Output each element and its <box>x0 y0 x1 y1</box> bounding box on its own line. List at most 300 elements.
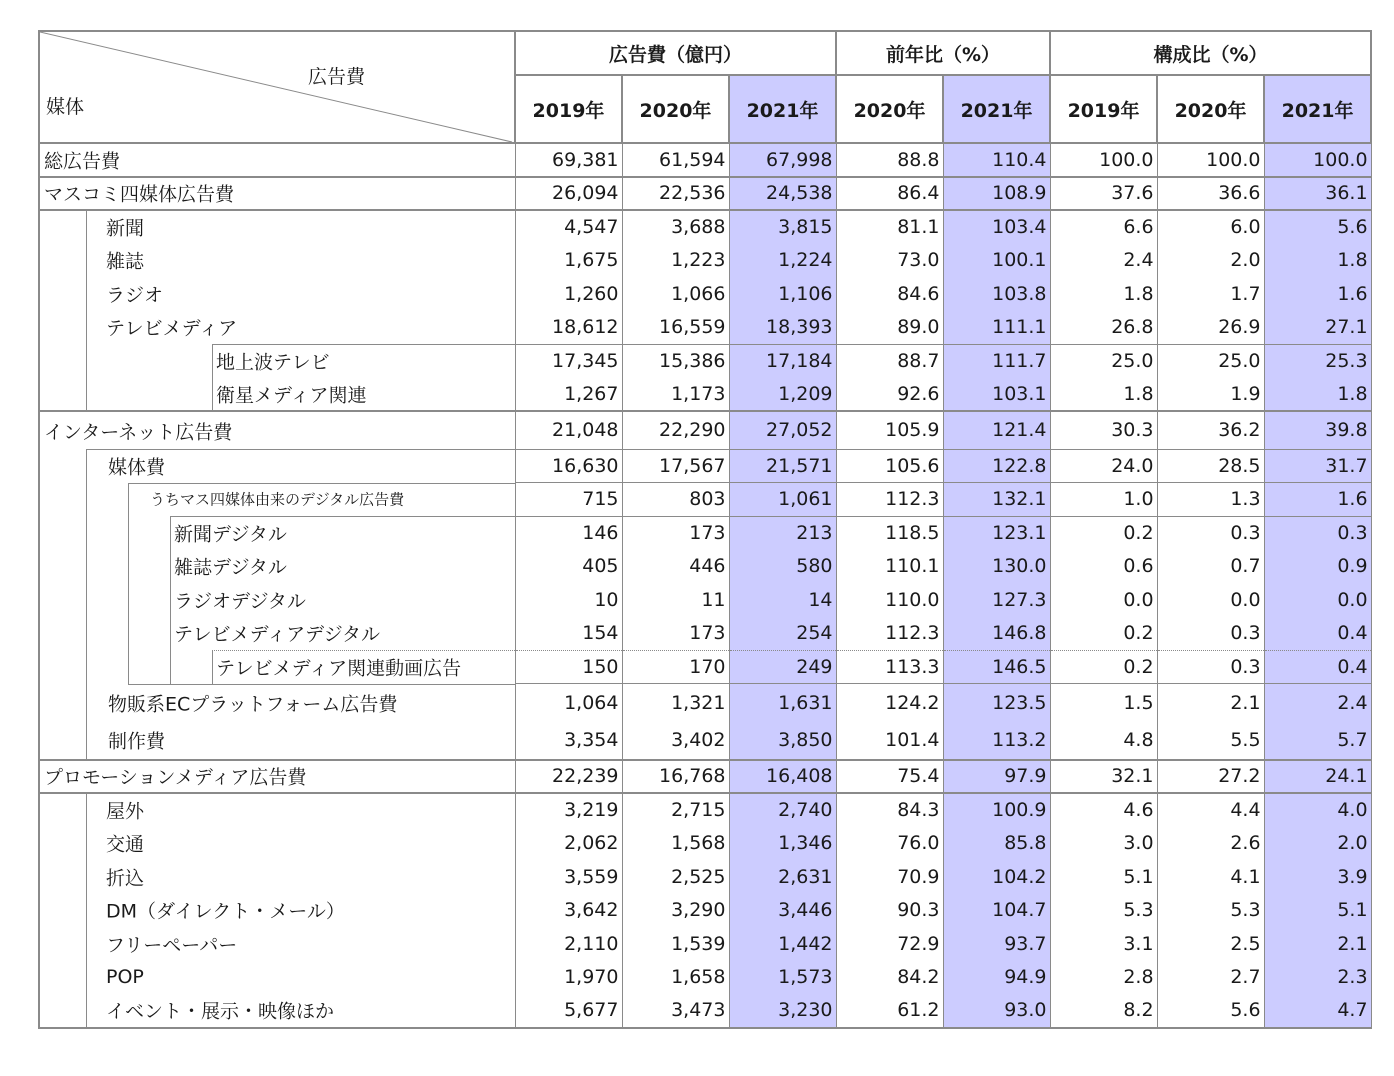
row-label: 媒体費 <box>108 456 166 479</box>
value-cell: 84.2 <box>836 961 943 995</box>
value-cell: 254 <box>729 617 836 651</box>
tree-line <box>86 927 87 961</box>
value-cell: 70.9 <box>836 860 943 894</box>
year-header: 2019年 <box>515 75 622 143</box>
value-cell: 146.8 <box>943 617 1050 651</box>
tree-line <box>128 583 129 617</box>
row-label-cell <box>39 961 515 995</box>
value-cell: 1.0 <box>1050 483 1157 517</box>
value-cell: 93.7 <box>943 927 1050 961</box>
row-label: テレビメディア関連動画広告 <box>216 657 462 680</box>
row-label-cell <box>39 760 515 794</box>
value-cell: 2,631 <box>729 860 836 894</box>
tree-line <box>170 550 171 584</box>
value-cell: 30.3 <box>1050 411 1157 449</box>
value-cell: 2.7 <box>1157 961 1264 995</box>
tree-line <box>86 516 87 550</box>
value-cell: 3,446 <box>729 894 836 928</box>
row-label-cell <box>39 722 515 760</box>
table-row <box>39 550 1371 584</box>
value-cell: 1,658 <box>622 961 729 995</box>
value-cell: 154 <box>515 617 622 651</box>
value-cell: 1,970 <box>515 961 622 995</box>
value-cell: 113.3 <box>836 650 943 684</box>
tree-line <box>86 244 87 278</box>
value-cell: 2.0 <box>1264 827 1371 861</box>
value-cell: 0.9 <box>1264 550 1371 584</box>
row-label: フリーペーパー <box>106 934 238 957</box>
value-cell: 84.6 <box>836 277 943 311</box>
value-cell: 112.3 <box>836 617 943 651</box>
value-cell: 6.6 <box>1050 210 1157 244</box>
value-cell: 15,386 <box>622 344 729 378</box>
value-cell: 213 <box>729 516 836 550</box>
value-cell: 2.1 <box>1264 927 1371 961</box>
value-cell: 5.6 <box>1264 210 1371 244</box>
value-cell: 28.5 <box>1157 449 1264 483</box>
tree-line <box>86 860 87 894</box>
value-cell: 111.1 <box>943 311 1050 345</box>
value-cell: 1,064 <box>515 684 622 722</box>
value-cell: 173 <box>622 516 729 550</box>
row-label-cell <box>39 378 515 412</box>
value-cell: 100.0 <box>1264 143 1371 177</box>
table-body <box>39 143 1371 1028</box>
table-row <box>39 177 1371 211</box>
row-label: 新聞デジタル <box>174 523 287 546</box>
table-row <box>39 311 1371 345</box>
row-separator <box>128 483 515 484</box>
table-row <box>39 411 1371 449</box>
row-label: 地上波テレビ <box>216 351 330 374</box>
value-cell: 0.0 <box>1157 583 1264 617</box>
value-cell: 2,715 <box>622 793 729 827</box>
tree-line <box>128 550 129 584</box>
tree-line <box>212 344 213 378</box>
value-cell: 16,408 <box>729 760 836 794</box>
value-cell: 1,346 <box>729 827 836 861</box>
value-cell: 90.3 <box>836 894 943 928</box>
value-cell: 37.6 <box>1050 177 1157 211</box>
value-cell: 121.4 <box>943 411 1050 449</box>
tree-line <box>86 684 87 722</box>
row-label: 物販系ECプラットフォーム広告費 <box>108 693 398 715</box>
value-cell: 0.4 <box>1264 650 1371 684</box>
value-cell: 132.1 <box>943 483 1050 517</box>
value-cell: 803 <box>622 483 729 517</box>
value-cell: 32.1 <box>1050 760 1157 794</box>
value-cell: 22,536 <box>622 177 729 211</box>
value-cell: 84.3 <box>836 793 943 827</box>
value-cell: 31.7 <box>1264 449 1371 483</box>
row-label: DM（ダイレクト・メール） <box>106 900 345 923</box>
value-cell: 1.6 <box>1264 277 1371 311</box>
row-label-cell <box>39 244 515 278</box>
value-cell: 73.0 <box>836 244 943 278</box>
row-label: 屋外 <box>106 800 145 823</box>
year-header: 2019年 <box>1050 75 1157 143</box>
value-cell: 97.9 <box>943 760 1050 794</box>
value-cell: 118.5 <box>836 516 943 550</box>
data-table <box>38 30 1372 1029</box>
value-cell: 3,402 <box>622 722 729 760</box>
corner-ad-label: 広告費 <box>308 66 366 88</box>
value-cell: 93.0 <box>943 994 1050 1028</box>
value-cell: 122.8 <box>943 449 1050 483</box>
value-cell: 2.4 <box>1050 244 1157 278</box>
tree-line <box>170 617 171 651</box>
row-separator <box>170 516 515 517</box>
value-cell: 2.0 <box>1157 244 1264 278</box>
value-cell: 27.2 <box>1157 760 1264 794</box>
tree-line <box>128 617 129 651</box>
row-label: ラジオデジタル <box>174 590 306 613</box>
value-cell: 100.9 <box>943 793 1050 827</box>
value-cell: 4.4 <box>1157 793 1264 827</box>
value-cell: 25.0 <box>1157 344 1264 378</box>
value-cell: 111.7 <box>943 344 1050 378</box>
value-cell: 2,740 <box>729 793 836 827</box>
value-cell: 1,321 <box>622 684 729 722</box>
row-label-cell <box>39 894 515 928</box>
row-separator <box>128 684 515 685</box>
value-cell: 1,061 <box>729 483 836 517</box>
value-cell: 3,473 <box>622 994 729 1028</box>
value-cell: 1,573 <box>729 961 836 995</box>
row-label: 新聞 <box>106 217 145 240</box>
table-row <box>39 617 1371 651</box>
value-cell: 1,568 <box>622 827 729 861</box>
value-cell: 113.2 <box>943 722 1050 760</box>
value-cell: 1,066 <box>622 277 729 311</box>
value-cell: 3,815 <box>729 210 836 244</box>
value-cell: 104.2 <box>943 860 1050 894</box>
value-cell: 0.3 <box>1157 650 1264 684</box>
table-row <box>39 827 1371 861</box>
year-header: 2021年 <box>1264 75 1371 143</box>
table-row <box>39 378 1371 412</box>
value-cell: 1,223 <box>622 244 729 278</box>
value-cell: 16,768 <box>622 760 729 794</box>
year-header: 2021年 <box>729 75 836 143</box>
value-cell: 1,539 <box>622 927 729 961</box>
value-cell: 0.2 <box>1050 617 1157 651</box>
row-label-cell <box>39 927 515 961</box>
row-label-cell <box>39 411 515 449</box>
row-label-cell <box>39 793 515 827</box>
value-cell: 1.9 <box>1157 378 1264 412</box>
value-cell: 24,538 <box>729 177 836 211</box>
value-cell: 1.8 <box>1264 244 1371 278</box>
value-cell: 61.2 <box>836 994 943 1028</box>
value-cell: 1.8 <box>1050 378 1157 412</box>
table-row <box>39 583 1371 617</box>
value-cell: 1.7 <box>1157 277 1264 311</box>
row-label-cell <box>39 277 515 311</box>
value-cell: 104.7 <box>943 894 1050 928</box>
tree-line <box>86 827 87 861</box>
value-cell: 17,184 <box>729 344 836 378</box>
value-cell: 3,230 <box>729 994 836 1028</box>
tree-line <box>86 277 87 311</box>
value-cell: 25.0 <box>1050 344 1157 378</box>
value-cell: 17,345 <box>515 344 622 378</box>
value-cell: 21,571 <box>729 449 836 483</box>
value-cell: 61,594 <box>622 143 729 177</box>
tree-line <box>212 650 213 684</box>
row-label-cell <box>39 684 515 722</box>
tree-line <box>86 378 87 411</box>
value-cell: 1,260 <box>515 277 622 311</box>
row-label: 雑誌デジタル <box>174 556 287 579</box>
row-label: 折込 <box>106 867 145 890</box>
value-cell: 89.0 <box>836 311 943 345</box>
value-cell: 123.5 <box>943 684 1050 722</box>
table-row <box>39 894 1371 928</box>
value-cell: 0.2 <box>1050 650 1157 684</box>
value-cell: 130.0 <box>943 550 1050 584</box>
value-cell: 24.0 <box>1050 449 1157 483</box>
value-cell: 5.6 <box>1157 994 1264 1028</box>
row-label: うちマス四媒体由来のデジタル広告費 <box>150 490 405 509</box>
value-cell: 580 <box>729 550 836 584</box>
row-label: テレビメディア <box>106 317 238 340</box>
value-cell: 446 <box>622 550 729 584</box>
row-label: テレビメディアデジタル <box>174 623 380 646</box>
value-cell: 110.1 <box>836 550 943 584</box>
row-label-cell <box>39 994 515 1028</box>
value-cell: 1,442 <box>729 927 836 961</box>
value-cell: 22,239 <box>515 760 622 794</box>
value-cell: 100.0 <box>1157 143 1264 177</box>
value-cell: 2.4 <box>1264 684 1371 722</box>
row-label: 制作費 <box>108 730 166 753</box>
value-cell: 24.1 <box>1264 760 1371 794</box>
value-cell: 105.6 <box>836 449 943 483</box>
value-cell: 5.1 <box>1050 860 1157 894</box>
value-cell: 2.1 <box>1157 684 1264 722</box>
value-cell: 21,048 <box>515 411 622 449</box>
value-cell: 0.0 <box>1050 583 1157 617</box>
table-row <box>39 722 1371 760</box>
year-header: 2021年 <box>943 75 1050 143</box>
value-cell: 249 <box>729 650 836 684</box>
value-cell: 127.3 <box>943 583 1050 617</box>
value-cell: 88.7 <box>836 344 943 378</box>
value-cell: 22,290 <box>622 411 729 449</box>
value-cell: 4.6 <box>1050 793 1157 827</box>
value-cell: 25.3 <box>1264 344 1371 378</box>
value-cell: 112.3 <box>836 483 943 517</box>
value-cell: 85.8 <box>943 827 1050 861</box>
value-cell: 3,688 <box>622 210 729 244</box>
value-cell: 3,219 <box>515 793 622 827</box>
value-cell: 36.2 <box>1157 411 1264 449</box>
value-cell: 1,267 <box>515 378 622 412</box>
value-cell: 5.3 <box>1157 894 1264 928</box>
value-cell: 108.9 <box>943 177 1050 211</box>
value-cell: 124.2 <box>836 684 943 722</box>
value-cell: 110.0 <box>836 583 943 617</box>
value-cell: 3,290 <box>622 894 729 928</box>
tree-line <box>86 894 87 928</box>
row-label-cell <box>39 449 515 483</box>
value-cell: 1.6 <box>1264 483 1371 517</box>
value-cell: 4.1 <box>1157 860 1264 894</box>
year-header: 2020年 <box>836 75 943 143</box>
value-cell: 1.5 <box>1050 684 1157 722</box>
row-label: イベント・展示・映像ほか <box>106 1000 335 1023</box>
value-cell: 26.9 <box>1157 311 1264 345</box>
value-cell: 2,062 <box>515 827 622 861</box>
value-cell: 67,998 <box>729 143 836 177</box>
value-cell: 18,393 <box>729 311 836 345</box>
tree-line <box>128 516 129 550</box>
tree-line <box>86 994 87 1027</box>
value-cell: 76.0 <box>836 827 943 861</box>
value-cell: 5.3 <box>1050 894 1157 928</box>
value-cell: 0.7 <box>1157 550 1264 584</box>
tree-line <box>86 650 87 684</box>
value-cell: 16,559 <box>622 311 729 345</box>
row-label-cell <box>39 583 515 617</box>
row-label: 雑誌 <box>106 250 145 273</box>
value-cell: 14 <box>729 583 836 617</box>
row-label: 交通 <box>106 833 145 856</box>
value-cell: 103.1 <box>943 378 1050 412</box>
table-row <box>39 210 1371 244</box>
value-cell: 0.2 <box>1050 516 1157 550</box>
value-cell: 3.0 <box>1050 827 1157 861</box>
value-cell: 26.8 <box>1050 311 1157 345</box>
value-cell: 81.1 <box>836 210 943 244</box>
value-cell: 2,110 <box>515 927 622 961</box>
table-row <box>39 760 1371 794</box>
table-row <box>39 994 1371 1028</box>
row-label-cell <box>39 143 515 177</box>
value-cell: 1.8 <box>1050 277 1157 311</box>
row-label-cell <box>39 516 515 550</box>
value-cell: 86.4 <box>836 177 943 211</box>
value-cell: 1.3 <box>1157 483 1264 517</box>
tree-line <box>170 650 171 684</box>
table-row <box>39 961 1371 995</box>
value-cell: 0.0 <box>1264 583 1371 617</box>
value-cell: 715 <box>515 483 622 517</box>
value-cell: 5.7 <box>1264 722 1371 760</box>
row-separator <box>212 344 515 345</box>
value-cell: 123.1 <box>943 516 1050 550</box>
value-cell: 405 <box>515 550 622 584</box>
group-header-yoy: 前年比（%） <box>836 31 1050 75</box>
value-cell: 0.6 <box>1050 550 1157 584</box>
value-cell: 3,850 <box>729 722 836 760</box>
diagonal-line <box>40 32 514 142</box>
row-label: 総広告費 <box>44 150 121 173</box>
value-cell: 39.8 <box>1264 411 1371 449</box>
tree-line <box>86 311 87 345</box>
row-label-cell <box>39 311 515 345</box>
value-cell: 0.3 <box>1157 516 1264 550</box>
value-cell: 1,173 <box>622 378 729 412</box>
value-cell: 72.9 <box>836 927 943 961</box>
value-cell: 101.4 <box>836 722 943 760</box>
value-cell: 4.8 <box>1050 722 1157 760</box>
value-cell: 1,106 <box>729 277 836 311</box>
value-cell: 5.1 <box>1264 894 1371 928</box>
value-cell: 110.4 <box>943 143 1050 177</box>
value-cell: 5.5 <box>1157 722 1264 760</box>
value-cell: 69,381 <box>515 143 622 177</box>
value-cell: 3,559 <box>515 860 622 894</box>
value-cell: 18,612 <box>515 311 622 345</box>
value-cell: 36.1 <box>1264 177 1371 211</box>
value-cell: 4,547 <box>515 210 622 244</box>
table-row <box>39 650 1371 684</box>
value-cell: 3.9 <box>1264 860 1371 894</box>
value-cell: 4.7 <box>1264 994 1371 1028</box>
table-row <box>39 793 1371 827</box>
tree-line <box>86 344 87 378</box>
tree-line <box>86 722 87 759</box>
value-cell: 10 <box>515 583 622 617</box>
row-label: ラジオ <box>106 284 164 307</box>
value-cell: 3,354 <box>515 722 622 760</box>
value-cell: 4.0 <box>1264 793 1371 827</box>
value-cell: 146.5 <box>943 650 1050 684</box>
tree-line <box>170 583 171 617</box>
value-cell: 5,677 <box>515 994 622 1028</box>
row-label-cell <box>39 483 515 517</box>
row-label-cell <box>39 650 515 684</box>
value-cell: 11 <box>622 583 729 617</box>
table-row <box>39 344 1371 378</box>
row-label: プロモーションメディア広告費 <box>44 766 307 789</box>
value-cell: 2.3 <box>1264 961 1371 995</box>
tree-line <box>212 378 213 411</box>
row-separator <box>212 650 515 651</box>
value-cell: 100.0 <box>1050 143 1157 177</box>
value-cell: 173 <box>622 617 729 651</box>
value-cell: 36.6 <box>1157 177 1264 211</box>
value-cell: 17,567 <box>622 449 729 483</box>
table-row <box>39 684 1371 722</box>
corner-header <box>39 31 515 143</box>
value-cell: 1.8 <box>1264 378 1371 412</box>
table-row <box>39 244 1371 278</box>
table-row <box>39 860 1371 894</box>
value-cell: 100.1 <box>943 244 1050 278</box>
table-row <box>39 483 1371 517</box>
value-cell: 26,094 <box>515 177 622 211</box>
group-header-cost: 広告費（億円） <box>515 31 836 75</box>
value-cell: 3,642 <box>515 894 622 928</box>
row-label: マスコミ四媒体広告費 <box>44 183 235 206</box>
row-label-cell <box>39 827 515 861</box>
value-cell: 75.4 <box>836 760 943 794</box>
table-row <box>39 449 1371 483</box>
row-label-cell <box>39 550 515 584</box>
value-cell: 92.6 <box>836 378 943 412</box>
value-cell: 1,675 <box>515 244 622 278</box>
value-cell: 8.2 <box>1050 994 1157 1028</box>
value-cell: 94.9 <box>943 961 1050 995</box>
value-cell: 0.3 <box>1264 516 1371 550</box>
row-label: 衛星メディア関連 <box>216 384 367 407</box>
value-cell: 2.5 <box>1157 927 1264 961</box>
value-cell: 88.8 <box>836 143 943 177</box>
tree-line <box>86 583 87 617</box>
